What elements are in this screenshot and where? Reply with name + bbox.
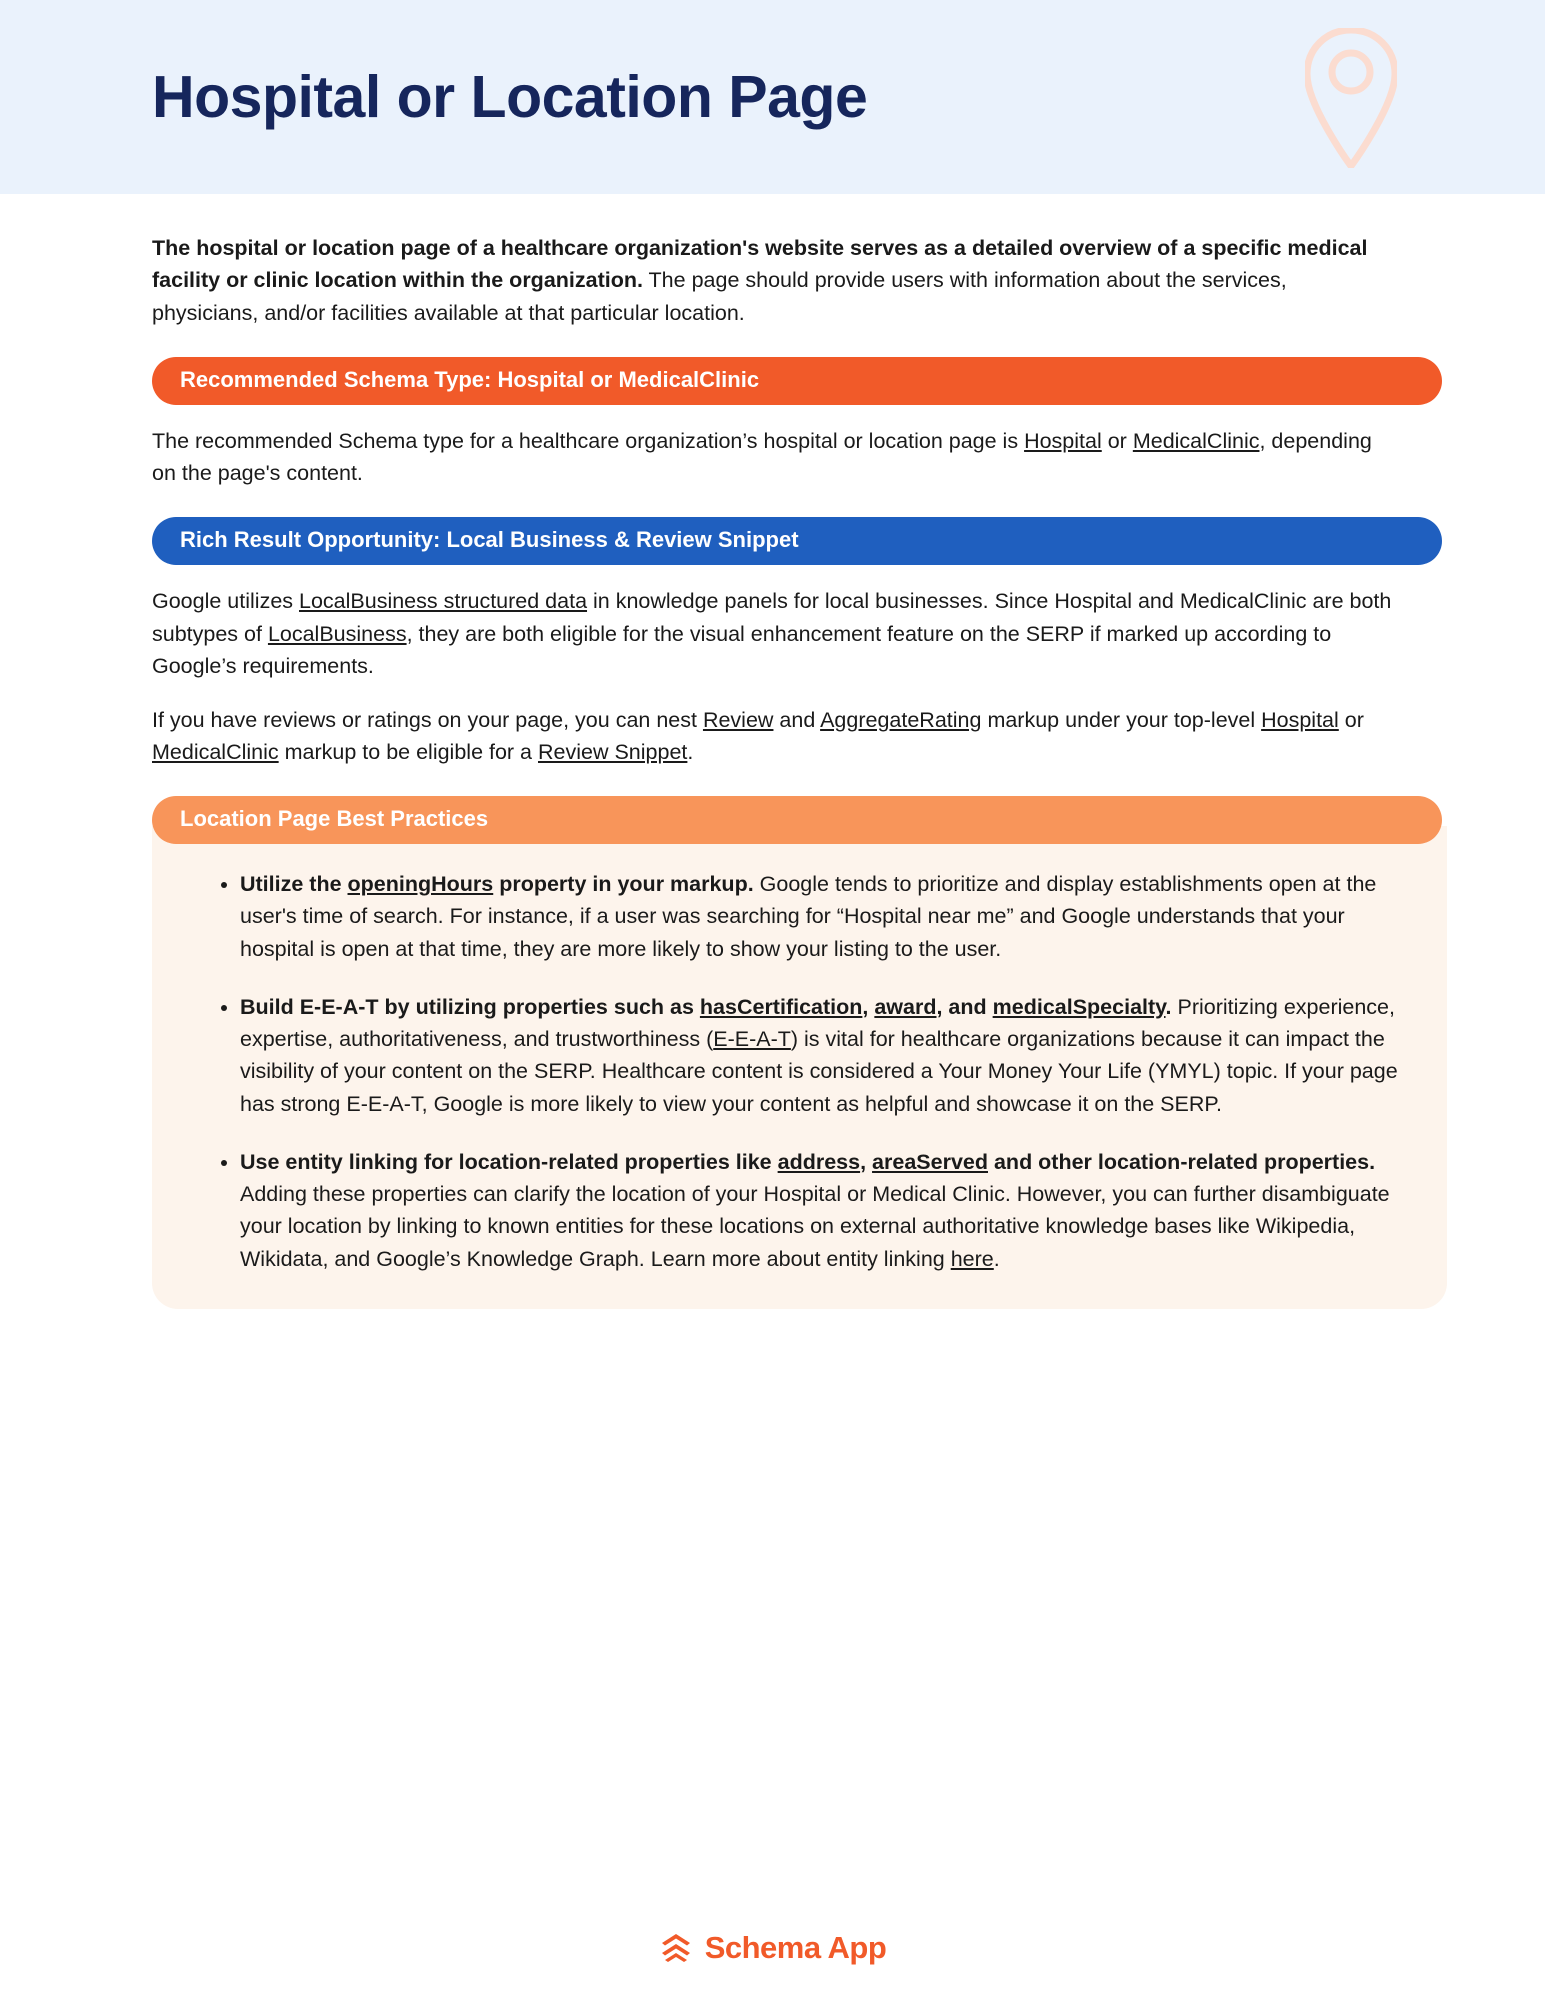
list-item (240, 1146, 1401, 1275)
inline-link[interactable]: LocalBusiness structured data (299, 589, 588, 614)
inline-strong: , and (936, 994, 993, 1019)
inline-text: . (993, 1246, 1000, 1271)
inline-link[interactable]: LocalBusiness (267, 621, 407, 646)
inline-strong: Build E-E-A-T by utilizing properties such as (240, 994, 700, 1019)
inline-link[interactable]: MedicalClinic (152, 739, 279, 764)
intro-lead: The hospital or location page of a healthcare organization's website serves as a detailed overview of a specific medical facility or clinic location within the organization. (152, 236, 1368, 293)
inline-link[interactable]: Hospital (1024, 428, 1102, 453)
inline-strong: property in your markup. (493, 872, 754, 896)
inline-text: and (773, 707, 821, 732)
inline-text: in knowledge panels for local businesses. Since Hospital and MedicalClinic are both subtypes of (152, 589, 1392, 646)
inline-link[interactable]: Review Snippet (538, 739, 688, 764)
inline-link[interactable]: E-E-A-T (713, 1027, 791, 1051)
inline-text: or (1101, 428, 1133, 453)
inline-strong: , (860, 1149, 873, 1174)
inline-text: or (1338, 707, 1364, 732)
inline-text: Google tends to prioritize and display establishments open at the user's time of search. For instance, if a user was searching for “Hospital near me” and Google understands that your hospital is open at that time, they are more likely to show your listing to the user. (240, 872, 1377, 961)
intro-paragraph (152, 232, 1393, 329)
inline-link[interactable]: medicalSpecialty (992, 994, 1166, 1019)
inline-link[interactable]: AggregateRating (820, 707, 982, 732)
inline-text: markup to be eligible for a (278, 739, 538, 764)
page-header (0, 0, 1545, 194)
inline-text: , they are both eligible for the visual enhancement feature on the SERP if marked up according to Google’s requirements. (152, 621, 1332, 678)
section-paragraph (152, 704, 1393, 769)
inline-text: Adding these properties can clarify the location of your Hospital or Medical Clinic. However, you can further disambiguate your location by linking to known entities for these locations on external authoritative knowledge bases like Wikipedia, Wikidata, and Google’s Knowledge Graph. Learn more about entity linking (240, 1182, 1390, 1271)
inline-link[interactable]: MedicalClinic (1132, 428, 1260, 453)
section-rich-result-opportunity (152, 517, 1393, 768)
inline-strong: and other location-related properties. (988, 1149, 1376, 1174)
inline-link[interactable]: here (950, 1246, 994, 1271)
inline-link[interactable]: areaServed (872, 1149, 988, 1174)
inline-link[interactable]: hasCertification (699, 994, 863, 1019)
section-band-label: Recommended Schema Type: Hospital or MedicalClinic (152, 357, 1442, 405)
inline-text: Prioritizing experience, expertise, authoritativeness, and trustworthiness ( (240, 994, 1395, 1051)
page-title: Hospital or Location Page (152, 63, 868, 130)
inline-link[interactable]: address (777, 1149, 861, 1174)
inline-strong: . (1165, 994, 1172, 1019)
list-item (240, 868, 1401, 965)
inline-text: markup under your top-level (981, 707, 1262, 732)
inline-text: , depending on the page's content. (152, 428, 1372, 485)
footer-logo-text: Schema App (704, 1930, 887, 1965)
page-content (0, 232, 1545, 1309)
inline-link[interactable]: Hospital (1261, 707, 1339, 732)
intro-rest: The page should provide users with information about the services, physicians, and/or facilities available at that particular location. (152, 268, 1287, 325)
section-band-label: Rich Result Opportunity: Local Business & Review Snippet (152, 517, 1442, 565)
map-pin-icon (1305, 28, 1397, 168)
list-item (240, 991, 1401, 1120)
inline-text: The recommended Schema type for a healthcare organization’s hospital or location page is (152, 428, 1025, 453)
inline-text: Google utilizes (152, 589, 299, 614)
inline-text: . (687, 739, 694, 764)
section-recommended-schema-type (152, 357, 1393, 490)
inline-link[interactable]: award (874, 994, 937, 1019)
best-practices-list (198, 868, 1401, 1275)
inline-text: If you have reviews or ratings on your page, you can nest (152, 707, 703, 732)
inline-strong: Utilize the (240, 872, 348, 896)
best-practices-body (152, 826, 1447, 1309)
inline-strong: , (862, 994, 875, 1019)
schema-app-logo-icon (659, 1931, 693, 1965)
section-band-label: Location Page Best Practices (152, 796, 1442, 844)
inline-strong: Use entity linking for location-related properties like (240, 1149, 778, 1174)
section-paragraph (152, 425, 1393, 490)
section-best-practices (152, 796, 1447, 1309)
page-footer (0, 1930, 1545, 1966)
section-paragraph (152, 585, 1393, 682)
inline-link[interactable]: openingHours (347, 872, 494, 896)
inline-text: ) is vital for healthcare organizations because it can impact the visibility of your content on the SERP. Healthcare content is considered a Your Money Your Life (YMYL) topic. If your page has strong E-E-A-T, Google is more likely to view your content as helpful and showcase it on the SERP. (240, 1027, 1398, 1116)
inline-link[interactable]: Review (702, 707, 774, 732)
